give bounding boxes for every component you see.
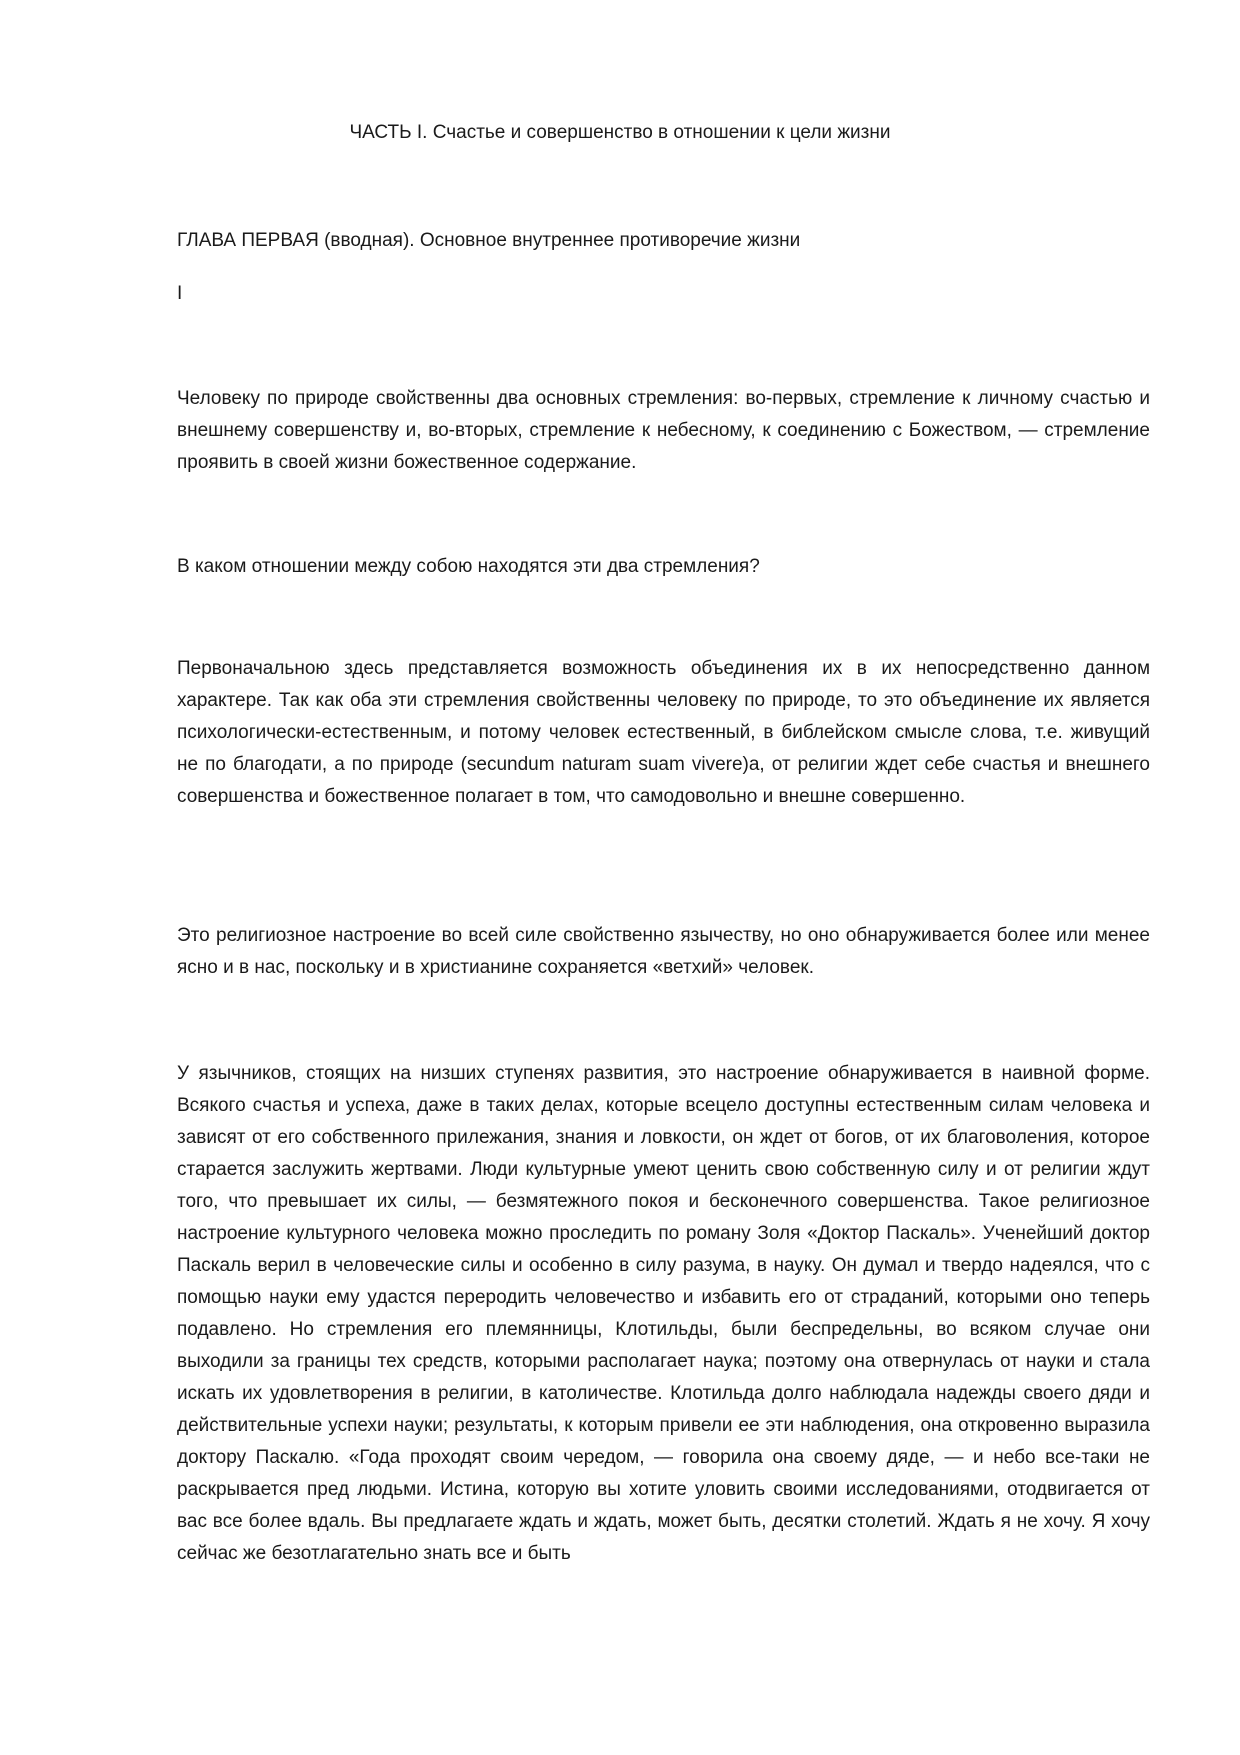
part-title: ЧАСТЬ I. Счастье и совершенство в отношении к цели жизни bbox=[349, 122, 891, 143]
chapter-title: ГЛАВА ПЕРВАЯ (вводная). Основное внутреннее противоречие жизни bbox=[177, 230, 801, 251]
paragraph-2: В каком отношении между собою находятся эти два стремления? bbox=[177, 556, 760, 577]
paragraph-5: У язычников, стоящих на низших ступенях развития, это настроение обнаруживается в наивной форме. Всякого счастья и успеха, даже в таких делах, которые всецело доступны естественным силам человека и зависят от его собственного прилежания, знания и ловкости, он ждет от богов, от их благоволения, которое старается заслужить жертвами. Люди культурные умеют ценить свою собственную силу и от религии ждут того, что превышает их силы, — безмятежного покоя и бесконечного совершенства. Такое религиозное настроение культурного человека можно проследить по роману Золя «Доктор Паскаль». Ученейший доктор Паскаль верил в человеческие силы и особенно в силу разума, в науку. Он думал и твердо надеялся, что с помощью науки ему удастся переродить человечество и избавить его от страданий, которыми оно теперь подавлено. Но стремления его племянницы, Клотильды, были беспредельны, во всяком случае они выходили за границы тех средств, которыми располагает наука; поэтому она отвернулась от науки и стала искать их удовлетворения в религии, в католичестве. Клотильда долго наблюдала надежды своего дяди и действительные успехи науки; результаты, к которым привели ее эти наблюдения, она откровенно выразила доктору Паскалю. «Года проходят своим чередом, — говорила она своему дяде, — и небо все-таки не раскрывается пред людьми. Истина, которую вы хотите уловить своими исследованиями, отодвигается от вас все более вдаль. Вы предлагаете ждать и ждать, может быть, десятки столетий. Ждать я не хочу. Я хочу сейчас же безотлагательно знать все и быть bbox=[177, 1063, 1150, 1564]
paragraph-4: Это религиозное настроение во всей силе свойственно язычеству, но оно обнаруживается более или менее ясно и в нас, поскольку и в христианине сохраняется «ветхий» человек. bbox=[177, 925, 1150, 978]
paragraph-1: Человеку по природе свойственны два основных стремления: во-первых, стремление к личному счастью и внешнему совершенству и, во-вторых, стремление к небесному, к соединению с Божеством, — стремление проявить в своей жизни божественное содержание. bbox=[177, 388, 1150, 473]
paragraph-3: Первоначальною здесь представляется возможность объединения их в их непосредственно данном характере. Так как оба эти стремления свойственны человеку по природе, то это объединение их является психологически-естественным, и потому человек естественный, в библейском смысле слова, т.е. живущий не по благодати, а по природе (secundum naturam suam vivere)а, от религии ждет себе счастья и внешнего совершенства и божественное полагает в том, что самодовольно и внешне совершенно. bbox=[177, 658, 1150, 807]
section-number: I bbox=[177, 283, 183, 304]
